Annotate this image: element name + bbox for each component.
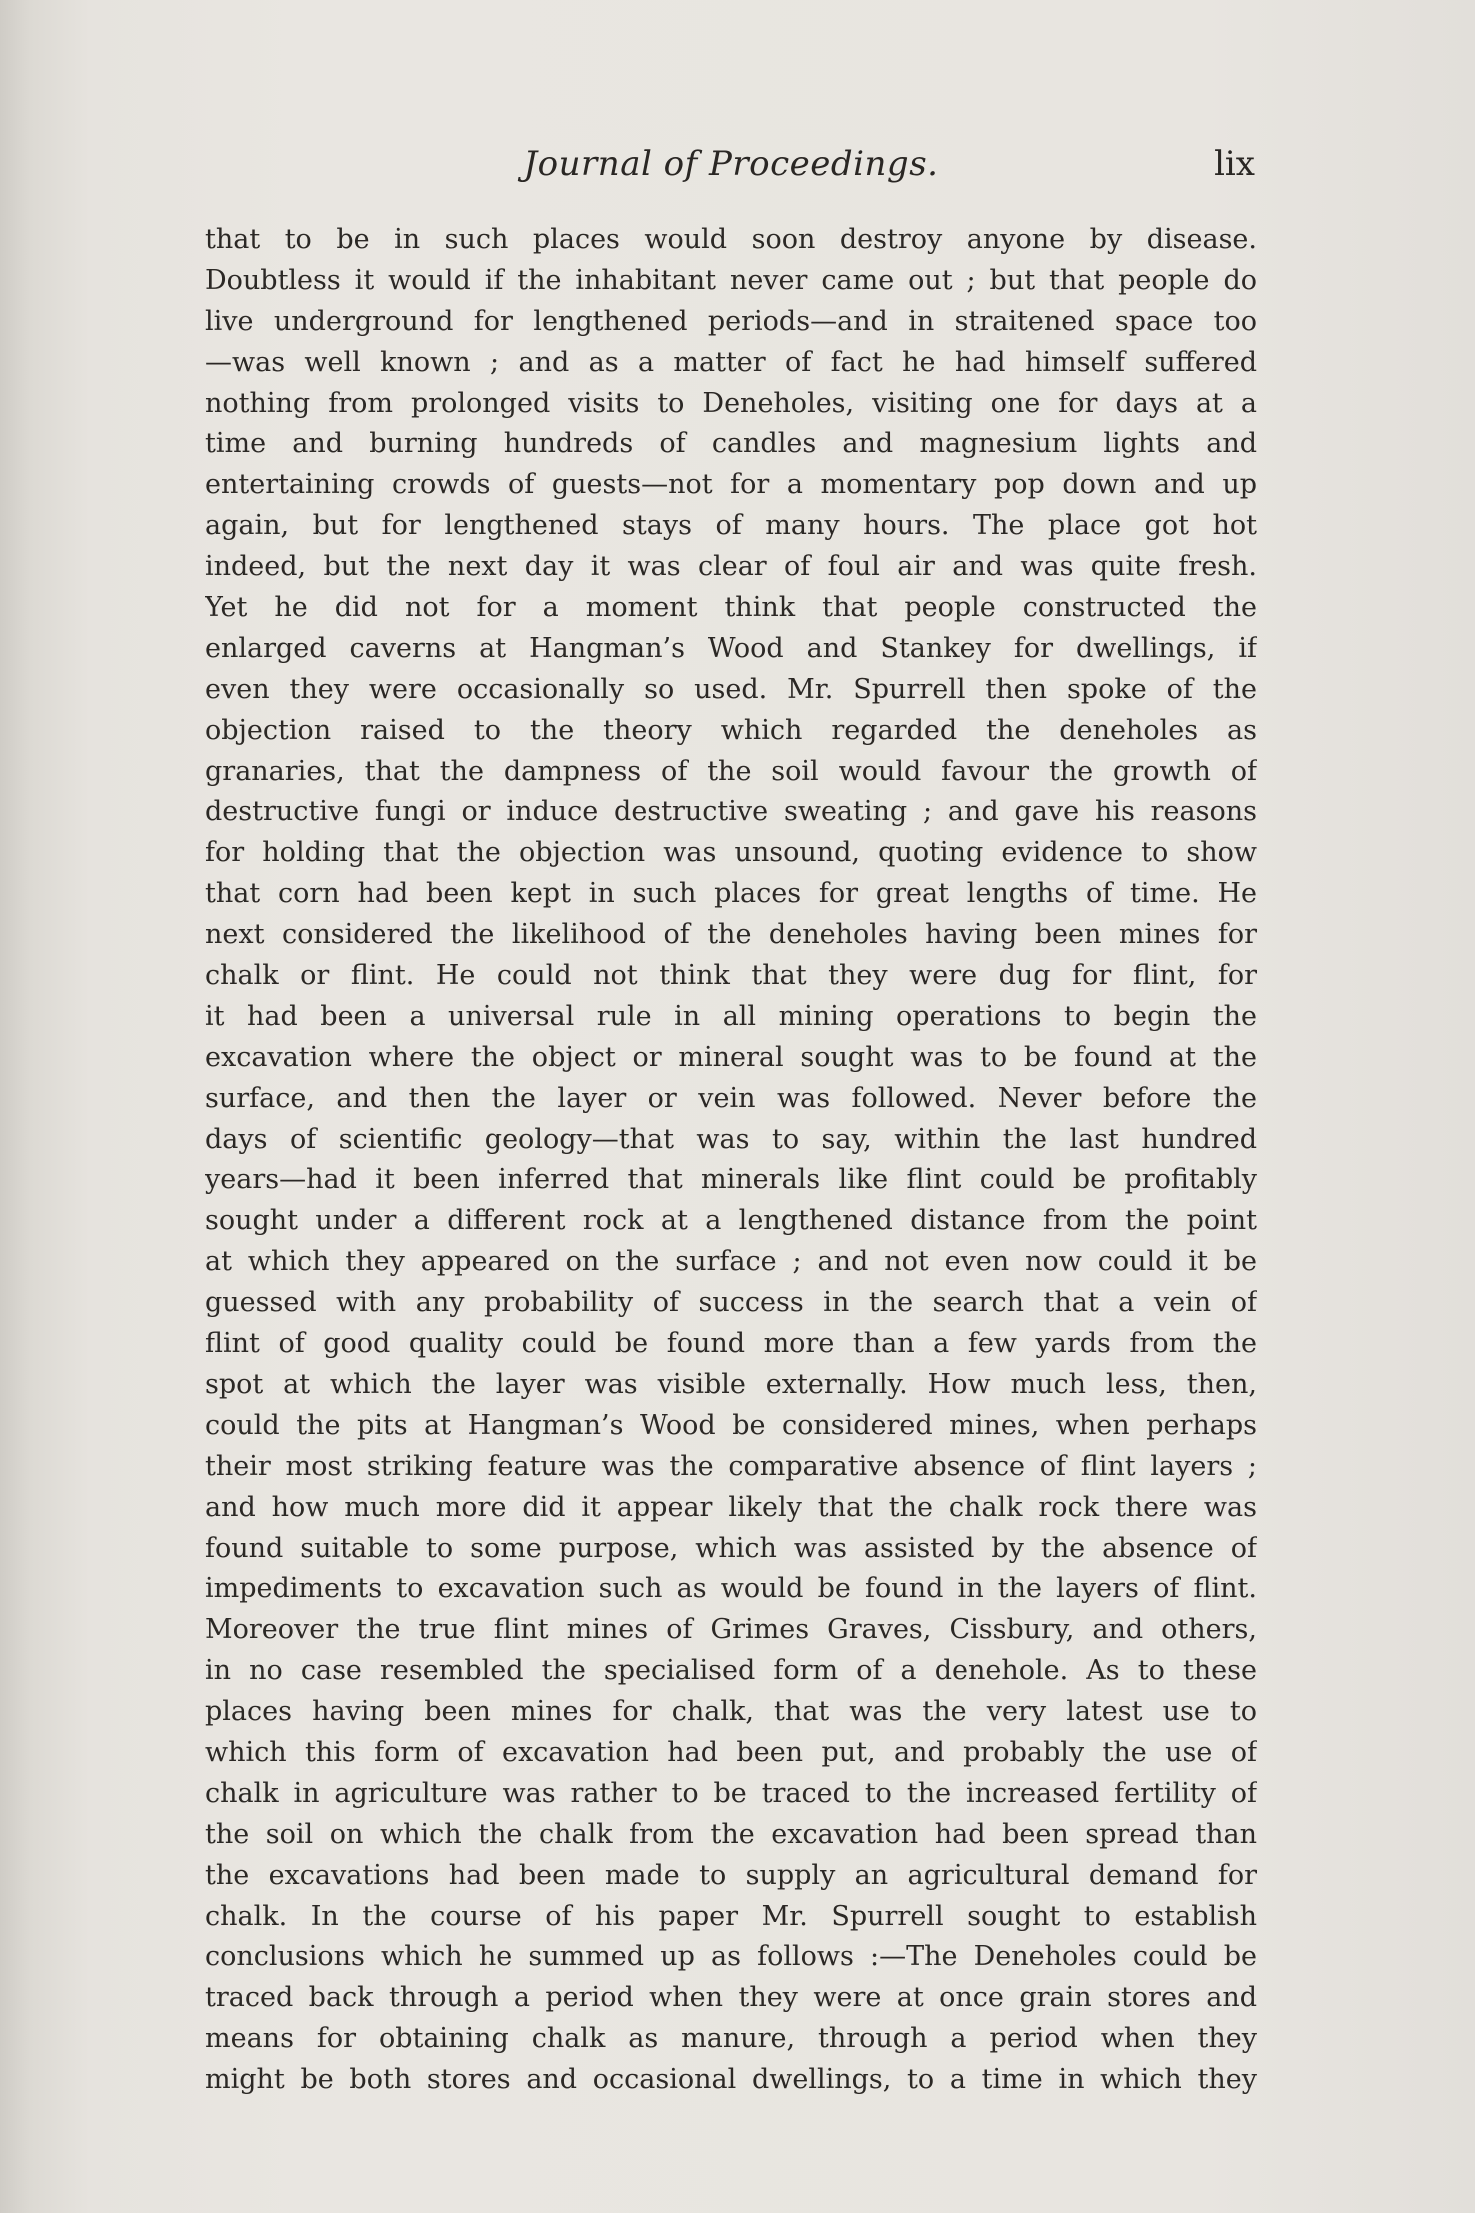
text-line: even they were occasionally so used. Mr. Spurrell then spoke of the bbox=[205, 673, 1257, 705]
text-line: their most striking feature was the comparative absence of flint layers ; bbox=[205, 1450, 1257, 1482]
text-line: nothing from prolonged visits to Deneholes, visiting one for days at a bbox=[205, 387, 1257, 419]
text-line: flint of good quality could be found more than a few yards from the bbox=[205, 1328, 1257, 1360]
text-line: objection raised to the theory which regarded the deneholes as bbox=[205, 714, 1257, 746]
text-line: guessed with any probability of success in the search that a vein of bbox=[205, 1287, 1257, 1319]
text-line: spot at which the layer was visible externally. How much less, then, bbox=[205, 1368, 1257, 1400]
text-line: entertaining crowds of guests—not for a momentary pop down and up bbox=[205, 469, 1257, 501]
text-line: —was well known ; and as a matter of fact he had himself suffered bbox=[205, 346, 1257, 378]
text-line: conclusions which he summed up as follows :—The Deneholes could be bbox=[205, 1941, 1257, 1973]
text-line: and how much more did it appear likely that the chalk rock there was bbox=[205, 1491, 1257, 1523]
text-line: that corn had been kept in such places for great lengths of time. He bbox=[205, 878, 1257, 910]
text-line: next considered the likelihood of the deneholes having been mines for bbox=[205, 919, 1257, 951]
text-line: for holding that the objection was unsound, quoting evidence to show bbox=[205, 837, 1257, 869]
page-number: lix bbox=[1214, 144, 1255, 184]
text-line: time and burning hundreds of candles and magnesium lights and bbox=[205, 428, 1257, 460]
text-line: indeed, but the next day it was clear of foul air and was quite fresh. bbox=[205, 551, 1257, 583]
text-line: destructive fungi or induce destructive sweating ; and gave his reasons bbox=[205, 796, 1257, 828]
text-line: Yet he did not for a moment think that people constructed the bbox=[205, 592, 1257, 624]
text-line: sought under a different rock at a lengthened distance from the point bbox=[205, 1205, 1257, 1237]
text-line: found suitable to some purpose, which was assisted by the absence of bbox=[205, 1532, 1257, 1564]
text-line: traced back through a period when they were at once grain stores and bbox=[205, 1982, 1257, 2014]
text-line: means for obtaining chalk as manure, through a period when they bbox=[205, 2023, 1257, 2055]
text-line: Moreover the true flint mines of Grimes Graves, Cissbury, and others, bbox=[205, 1614, 1257, 1646]
text-line: chalk in agriculture was rather to be traced to the increased fertility of bbox=[205, 1777, 1257, 1809]
text-line: again, but for lengthened stays of many hours. The place got hot bbox=[205, 510, 1257, 542]
text-line: chalk or flint. He could not think that they were dug for flint, for bbox=[205, 960, 1257, 992]
running-title: Journal of Proceedings. bbox=[523, 144, 939, 184]
text-line: Doubtless it would if the inhabitant never came out ; but that people do bbox=[205, 264, 1257, 296]
body-paragraph bbox=[205, 220, 1257, 2101]
text-line: granaries, that the dampness of the soil would favour the growth of bbox=[205, 755, 1257, 787]
text-line: places having been mines for chalk, that was the very latest use to bbox=[205, 1696, 1257, 1728]
page-header bbox=[205, 142, 1257, 192]
text-line: enlarged caverns at Hangman’s Wood and Stankey for dwellings, if bbox=[205, 632, 1257, 664]
text-line: the excavations had been made to supply an agricultural demand for bbox=[205, 1859, 1257, 1891]
text-line: might be both stores and occasional dwellings, to a time in which they bbox=[205, 2064, 1257, 2096]
text-line: chalk. In the course of his paper Mr. Spurrell sought to establish bbox=[205, 1900, 1257, 1932]
text-line: days of scientific geology—that was to say, within the last hundred bbox=[205, 1123, 1257, 1155]
text-line: impediments to excavation such as would be found in the layers of flint. bbox=[205, 1573, 1257, 1605]
text-line: surface, and then the layer or vein was followed. Never before the bbox=[205, 1082, 1257, 1114]
text-line: that to be in such places would soon destroy anyone by disease. bbox=[205, 224, 1257, 255]
text-line: it had been a universal rule in all mining operations to begin the bbox=[205, 1000, 1257, 1032]
text-line: at which they appeared on the surface ; and not even now could it be bbox=[205, 1246, 1257, 1278]
text-line: excavation where the object or mineral sought was to be found at the bbox=[205, 1041, 1257, 1073]
text-line: the soil on which the chalk from the excavation had been spread than bbox=[205, 1818, 1257, 1850]
text-line: which this form of excavation had been put, and probably the use of bbox=[205, 1736, 1257, 1768]
text-line: could the pits at Hangman’s Wood be considered mines, when perhaps bbox=[205, 1409, 1257, 1441]
text-line: live underground for lengthened periods—and in straitened space too bbox=[205, 305, 1257, 337]
text-line: years—had it been inferred that minerals like flint could be profitably bbox=[205, 1164, 1257, 1196]
text-line: in no case resembled the specialised form of a denehole. As to these bbox=[205, 1655, 1257, 1687]
